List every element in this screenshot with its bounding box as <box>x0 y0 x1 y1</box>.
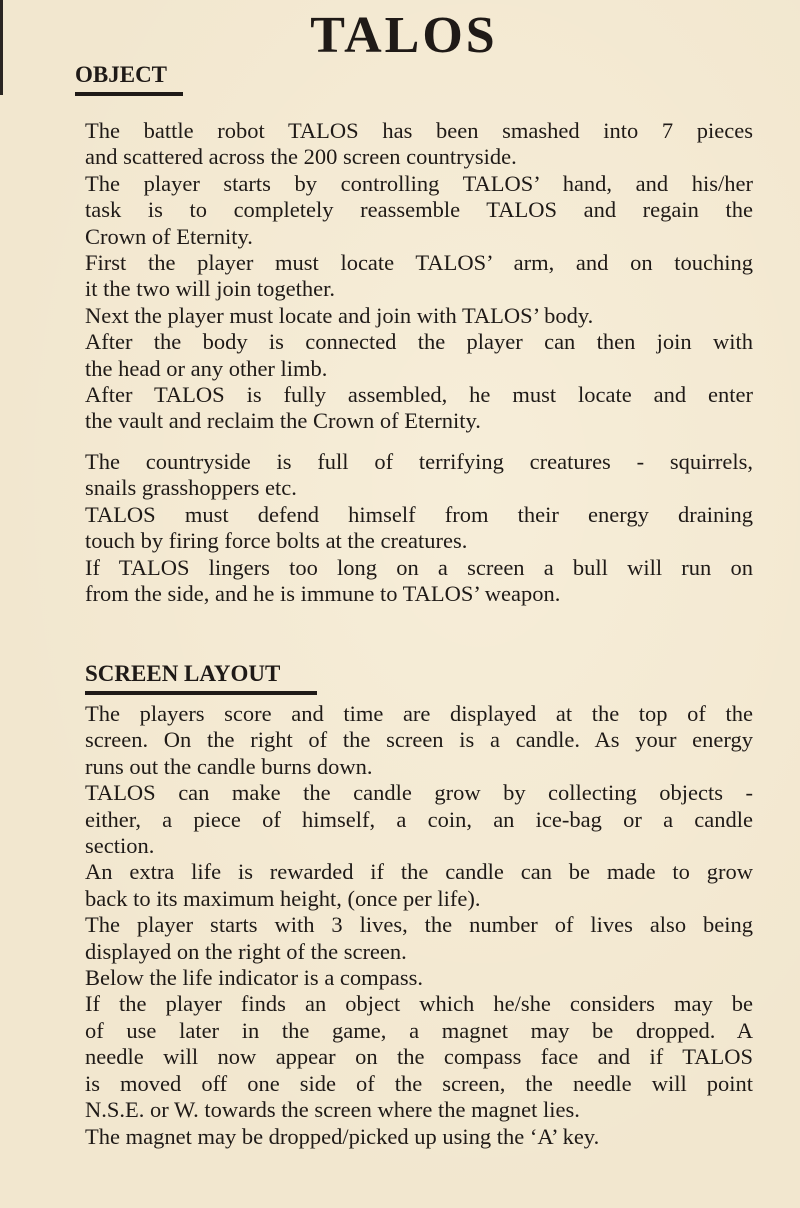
text-line: displayed on the right of the screen. <box>85 938 407 964</box>
text-line: An extra life is rewarded if the candle can be made to grow <box>85 859 753 885</box>
text-line: If TALOS lingers too long on a screen a bull will run on <box>85 554 753 580</box>
text-line: The magnet may be dropped/picked up using the ‘A’ key. <box>85 1123 600 1149</box>
heading-underline <box>85 691 317 695</box>
text-line: Next the player must locate and join with TALOS’ body. <box>85 302 594 328</box>
section-heading-screen-layout <box>85 660 317 695</box>
text-line: section. <box>85 833 155 859</box>
text-line: needle will now appear on the compass face and if TALOS <box>85 1044 753 1070</box>
text-line: screen. On the right of the screen is a candle. As your energy <box>85 727 753 753</box>
text-line: is moved off one side of the screen, the needle will point <box>85 1070 753 1096</box>
text-line: and scattered across the 200 screen countryside. <box>85 144 517 170</box>
text-line: from the side, and he is immune to TALOS’ weapon. <box>85 581 561 607</box>
text-line: the head or any other limb. <box>85 355 328 381</box>
text-line: The countryside is full of terrifying creatures - squirrels, <box>85 449 753 474</box>
text-line: After TALOS is fully assembled, he must locate and enter <box>85 382 753 408</box>
heading-underline <box>75 92 183 96</box>
section-heading-object <box>75 61 183 96</box>
text-line: TALOS can make the candle grow by collecting objects - <box>85 780 753 806</box>
text-line: task is to completely reassemble TALOS and regain the <box>85 197 753 223</box>
text-line: the vault and reclaim the Crown of Eternity. <box>85 408 481 434</box>
section-heading-object-text: OBJECT <box>75 62 168 87</box>
paragraph-creatures <box>85 449 753 607</box>
text-line: The player starts by controlling TALOS’ hand, and his/her <box>85 170 753 196</box>
text-line: of use later in the game, a magnet may be dropped. A <box>85 1017 753 1043</box>
text-line: either, a piece of himself, a coin, an ice-bag or a candle <box>85 806 753 832</box>
paragraph-screen-layout <box>85 701 753 1150</box>
text-line: it the two will join together. <box>85 276 335 302</box>
text-line: back to its maximum height, (once per life). <box>85 885 481 911</box>
text-line: The player starts with 3 lives, the number of lives also being <box>85 912 753 938</box>
section-heading-screen-layout-text: SCREEN LAYOUT <box>85 661 281 686</box>
text-line: The players score and time are displayed at the top of the <box>85 701 753 726</box>
text-line: Below the life indicator is a compass. <box>85 965 424 991</box>
text-line: Crown of Eternity. <box>85 223 253 249</box>
text-line: After the body is connected the player can then join with <box>85 329 753 355</box>
text-line: N.S.E. or W. towards the screen where the magnet lies. <box>85 1097 580 1123</box>
text-line: If the player finds an object which he/she considers may be <box>85 991 753 1017</box>
text-line: snails grasshoppers etc. <box>85 475 297 501</box>
text-line: First the player must locate TALOS’ arm, and on touching <box>85 250 753 276</box>
text-line: The battle robot TALOS has been smashed into 7 pieces <box>85 118 753 143</box>
text-line: runs out the candle burns down. <box>85 753 373 779</box>
text-line: TALOS must defend himself from their energy draining <box>85 501 753 527</box>
paragraph-object <box>85 118 753 435</box>
page-title: TALOS <box>310 7 498 64</box>
text-line: touch by firing force bolts at the creatures. <box>85 528 468 554</box>
